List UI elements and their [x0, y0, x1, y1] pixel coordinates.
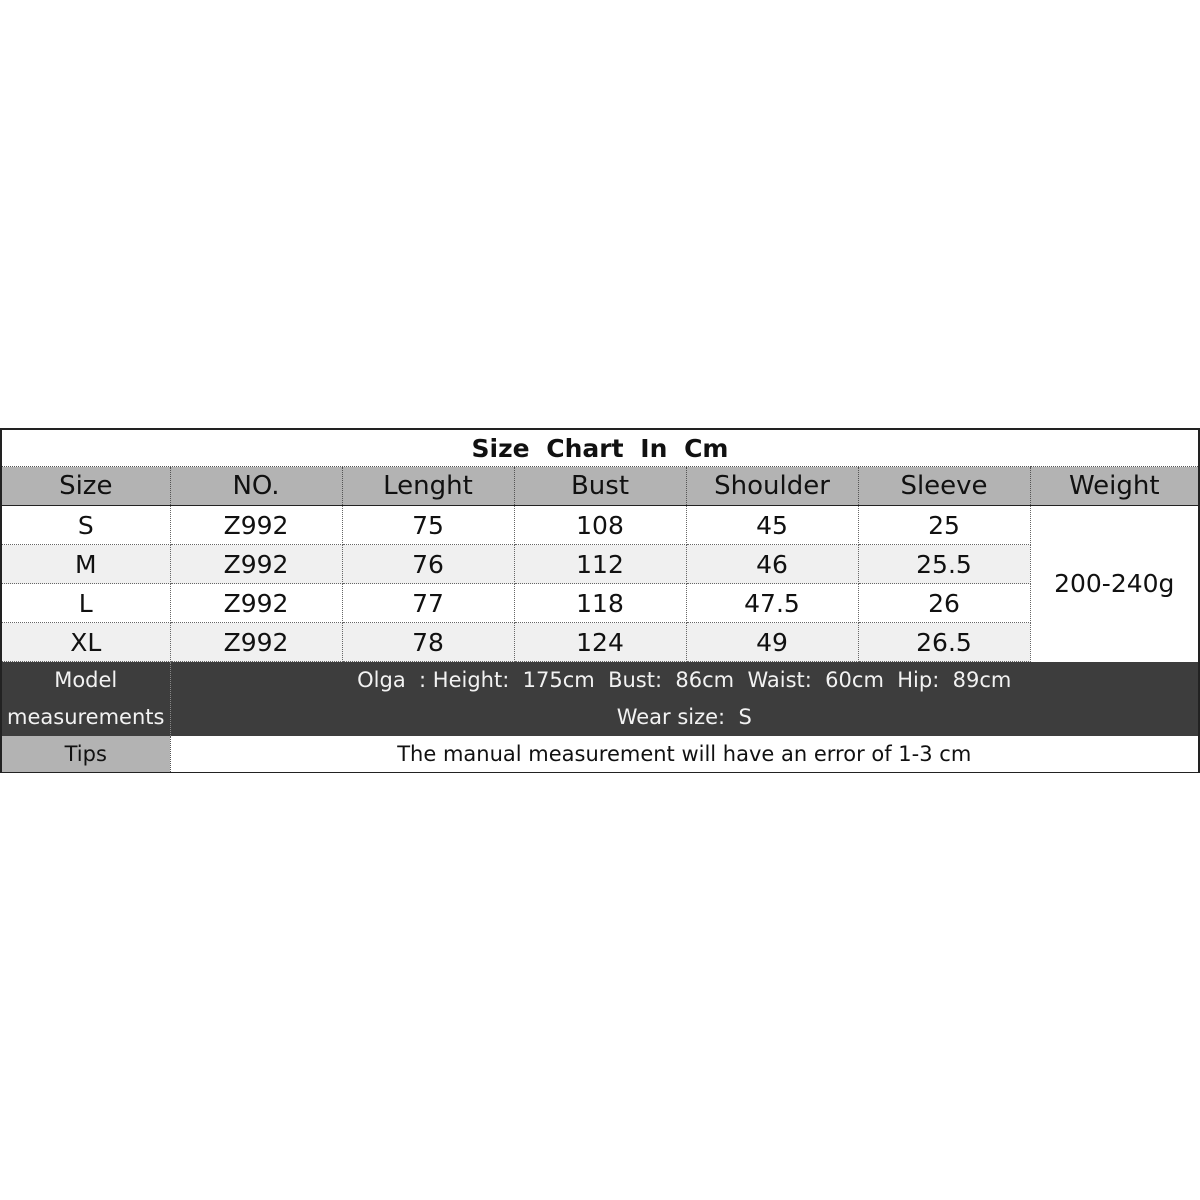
cell-weight: 200-240g: [1030, 506, 1198, 662]
cell-shoulder: 45: [686, 506, 858, 545]
cell-size: M: [2, 545, 170, 584]
table-row: [2, 584, 1198, 623]
cell-bust: 108: [514, 506, 686, 545]
column-header-shoulder: Shoulder: [686, 467, 858, 506]
size-chart: [0, 428, 1200, 773]
model-wear-size: Wear size: S: [616, 705, 752, 729]
column-header-sleeve: Sleeve: [858, 467, 1030, 506]
cell-length: 78: [342, 623, 514, 662]
cell-no: Z992: [170, 506, 342, 545]
cell-sleeve: 25: [858, 506, 1030, 545]
cell-bust: 118: [514, 584, 686, 623]
cell-size: S: [2, 506, 170, 545]
column-header-no: NO.: [170, 467, 342, 506]
model-measurements-value: [170, 662, 1198, 737]
cell-no: Z992: [170, 584, 342, 623]
column-header-size: Size: [2, 467, 170, 506]
model-measurements-line1: Olga : Height: 175cm Bust: 86cm Waist: 60cm Hip: 89cm: [357, 668, 1012, 692]
model-measurements-row: [2, 662, 1198, 737]
tips-text: The manual measurement will have an error of 1-3 cm: [170, 736, 1198, 772]
cell-shoulder: 49: [686, 623, 858, 662]
cell-sleeve: 26: [858, 584, 1030, 623]
cell-length: 75: [342, 506, 514, 545]
column-header-bust: Bust: [514, 467, 686, 506]
cell-size: L: [2, 584, 170, 623]
tips-row: [2, 736, 1198, 772]
cell-bust: 124: [514, 623, 686, 662]
cell-size: XL: [2, 623, 170, 662]
table-row: [2, 506, 1198, 545]
cell-no: Z992: [170, 623, 342, 662]
cell-bust: 112: [514, 545, 686, 584]
size-chart-table: [2, 430, 1198, 772]
model-measurements-label: [2, 662, 170, 737]
column-header-weight: Weight: [1030, 467, 1198, 506]
column-header-length: Lenght: [342, 467, 514, 506]
cell-length: 76: [342, 545, 514, 584]
cell-length: 77: [342, 584, 514, 623]
cell-shoulder: 47.5: [686, 584, 858, 623]
table-row: [2, 623, 1198, 662]
model-label-line1: Model: [54, 668, 118, 692]
model-label-line2: measurements: [7, 705, 165, 729]
cell-sleeve: 25.5: [858, 545, 1030, 584]
cell-shoulder: 46: [686, 545, 858, 584]
tips-label: Tips: [2, 736, 170, 772]
table-row: [2, 545, 1198, 584]
cell-no: Z992: [170, 545, 342, 584]
chart-title: Size Chart In Cm: [2, 430, 1198, 467]
cell-sleeve: 26.5: [858, 623, 1030, 662]
header-row: [2, 467, 1198, 506]
